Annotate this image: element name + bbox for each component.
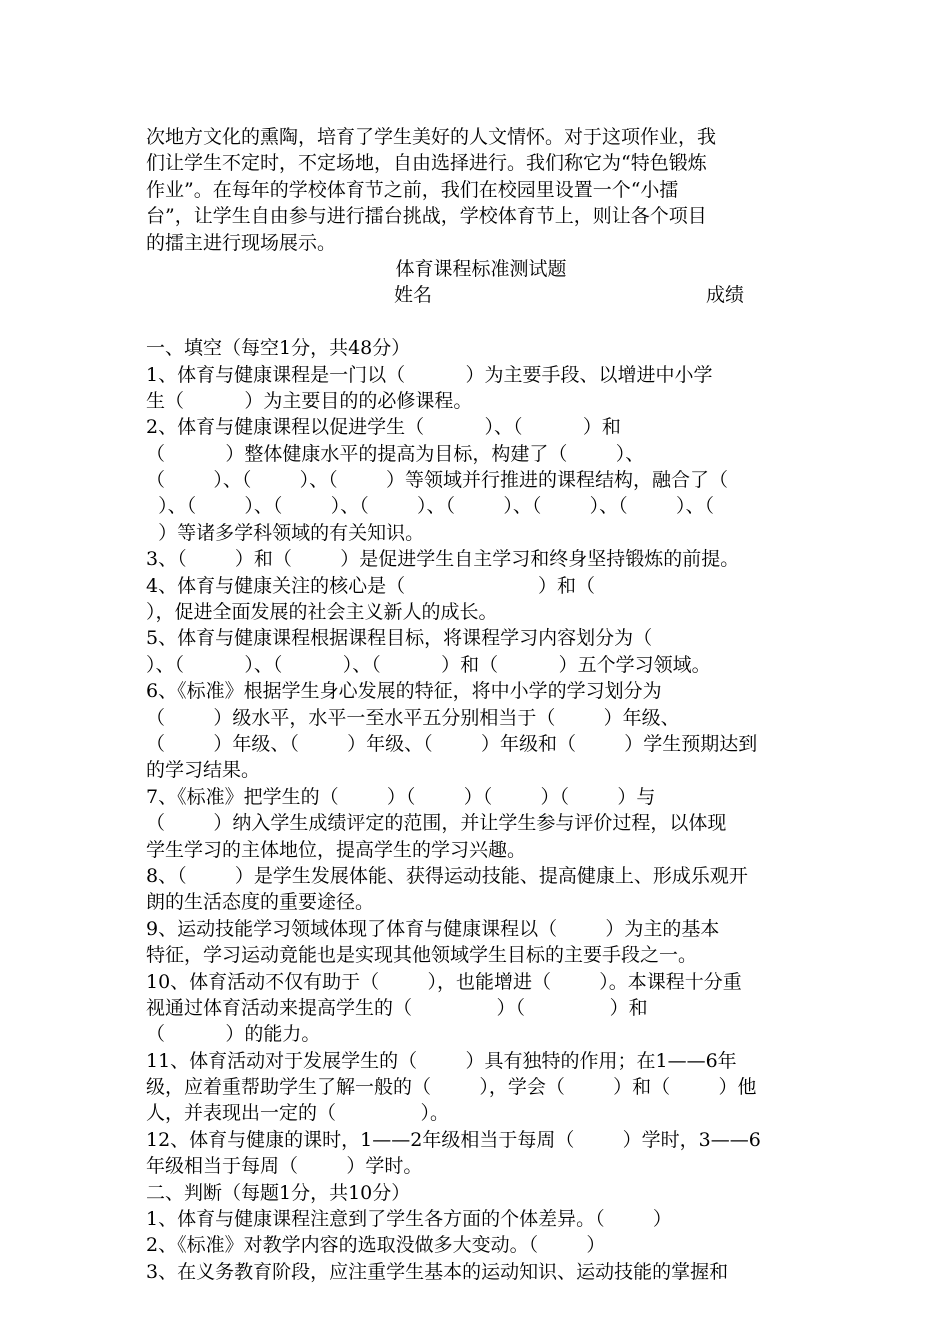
text-line: 作业”。在每年的学校体育节之前，我们在校园里设置一个“小擂 — [146, 178, 679, 201]
text-line: 学生学习的主体地位，提高学生的学习兴趣。 — [146, 838, 527, 861]
text-line: 7、《标准》把学生的（ ）（ ）（ ）（ ）与 — [146, 785, 656, 808]
text-line: 次地方文化的熏陶，培育了学生美好的人文情怀。对于这项作业，我 — [146, 126, 717, 148]
text-line: 台”，让学生自由参与进行擂台挑战，学校体育节上，则让各个项目 — [146, 205, 707, 228]
text-line: 8、（ ）是学生发展体能、获得运动技能、提高健康上、形成乐观开 — [146, 864, 748, 887]
text-line: （ ）纳入学生成绩评定的范围，并让学生参与评价过程，以体现 — [146, 812, 727, 835]
score-label: 成绩 — [706, 284, 745, 307]
text-line: 年级相当于每周（ ）学时。 — [146, 1155, 423, 1178]
text-line: （ ）、（ ）、（ ）等领域并行推进的课程结构，融合了（ — [146, 469, 728, 492]
text-line: ），促进全面发展的社会主义新人的成长。 — [146, 601, 498, 624]
text-line: 3、在义务教育阶段，应注重学生基本的运动知识、运动技能的掌握和 — [146, 1260, 729, 1283]
text-line: 的学习结果。 — [146, 759, 261, 782]
text-line: 一、填空（每空1分，共48分） — [146, 337, 411, 360]
text-line: 生（ ）为主要目的的必修课程。 — [146, 389, 473, 412]
text-line: 人，并表现出一定的（ ）。 — [146, 1102, 450, 1125]
text-line: （ ）级水平，水平一至水平五分别相当于（ ）年级、 — [146, 706, 680, 729]
text-line: ）等诸多学科领域的有关知识。 — [146, 521, 425, 544]
text-line: 11、体育活动对于发展学生的（ ）具有独特的作用；在1——6年 — [146, 1049, 737, 1072]
exam-title: 体育课程标准测试题 — [395, 257, 567, 280]
text-line: 12、体育与健康的课时，1——2年级相当于每周（ ）学时，3——6 — [146, 1128, 761, 1151]
name-label: 姓名 — [394, 284, 433, 307]
text-line: 特征，学习运动竟能也是实现其他领域学生目标的主要手段之一。 — [146, 944, 698, 967]
text-line: 2、《标准》对教学内容的选取没做多大变动。（ ） — [146, 1234, 606, 1257]
text-line: （ ）的能力。 — [146, 1023, 321, 1046]
intro-paragraph — [146, 124, 816, 256]
text-line: 级，应着重帮助学生了解一般的（ ），学会（ ）和（ ）他 — [146, 1076, 757, 1099]
text-line: 们让学生不定时，不定场地，自由选择进行。我们称它为“特色锻炼 — [146, 152, 707, 175]
text-line: （ ）年级、（ ）年级、（ ）年级和（ ）学生预期达到 — [146, 732, 758, 755]
document-text-column — [146, 124, 816, 1285]
text-line: 4、体育与健康关注的核心是（ ）和（ — [146, 574, 595, 597]
text-line: 9、运动技能学习领域体现了体育与健康课程以（ ）为主的基本 — [146, 917, 720, 940]
blank-line — [146, 309, 816, 335]
text-line: 3、（ ）和（ ）是促进学生自主学习和终身坚持锻炼的前提。 — [146, 548, 740, 571]
text-line: （ ）整体健康水平的提高为目标，构建了（ ）、 — [146, 442, 645, 465]
text-line: 2、体育与健康课程以促进学生（ ）、（ ）和 — [146, 416, 621, 439]
text-line: 5、体育与健康课程根据课程目标，将课程学习内容划分为（ — [146, 627, 653, 650]
text-line: ）、（ ）、（ ）、（ ）和（ ）五个学习领域。 — [146, 653, 711, 676]
text-line: ）、（ ）、（ ）、（ ）、（ ）、（ ）、（ ）、（ — [146, 495, 714, 518]
text-line: 二、判断（每题1分，共10分） — [146, 1181, 411, 1204]
name-score-row — [146, 282, 816, 308]
text-line: 6、《标准》根据学生身心发展的特征，将中小学的学习划分为 — [146, 680, 662, 703]
text-line: 1、体育与健康课程是一门以（ ）为主要手段、以增进中小学 — [146, 363, 713, 386]
text-line: 10、体育活动不仅有助于（ ），也能增进（ ）。本课程十分重 — [146, 970, 742, 993]
exam-questions — [146, 335, 816, 1285]
text-line: 1、体育与健康课程注意到了学生各方面的个体差异。（ ） — [146, 1208, 672, 1231]
text-line: 朗的生活态度的重要途径。 — [146, 891, 375, 914]
text-line: 视通过体育活动来提高学生的（ ）（ ）和 — [146, 996, 648, 1019]
text-line: 的擂主进行现场展示。 — [146, 231, 337, 254]
